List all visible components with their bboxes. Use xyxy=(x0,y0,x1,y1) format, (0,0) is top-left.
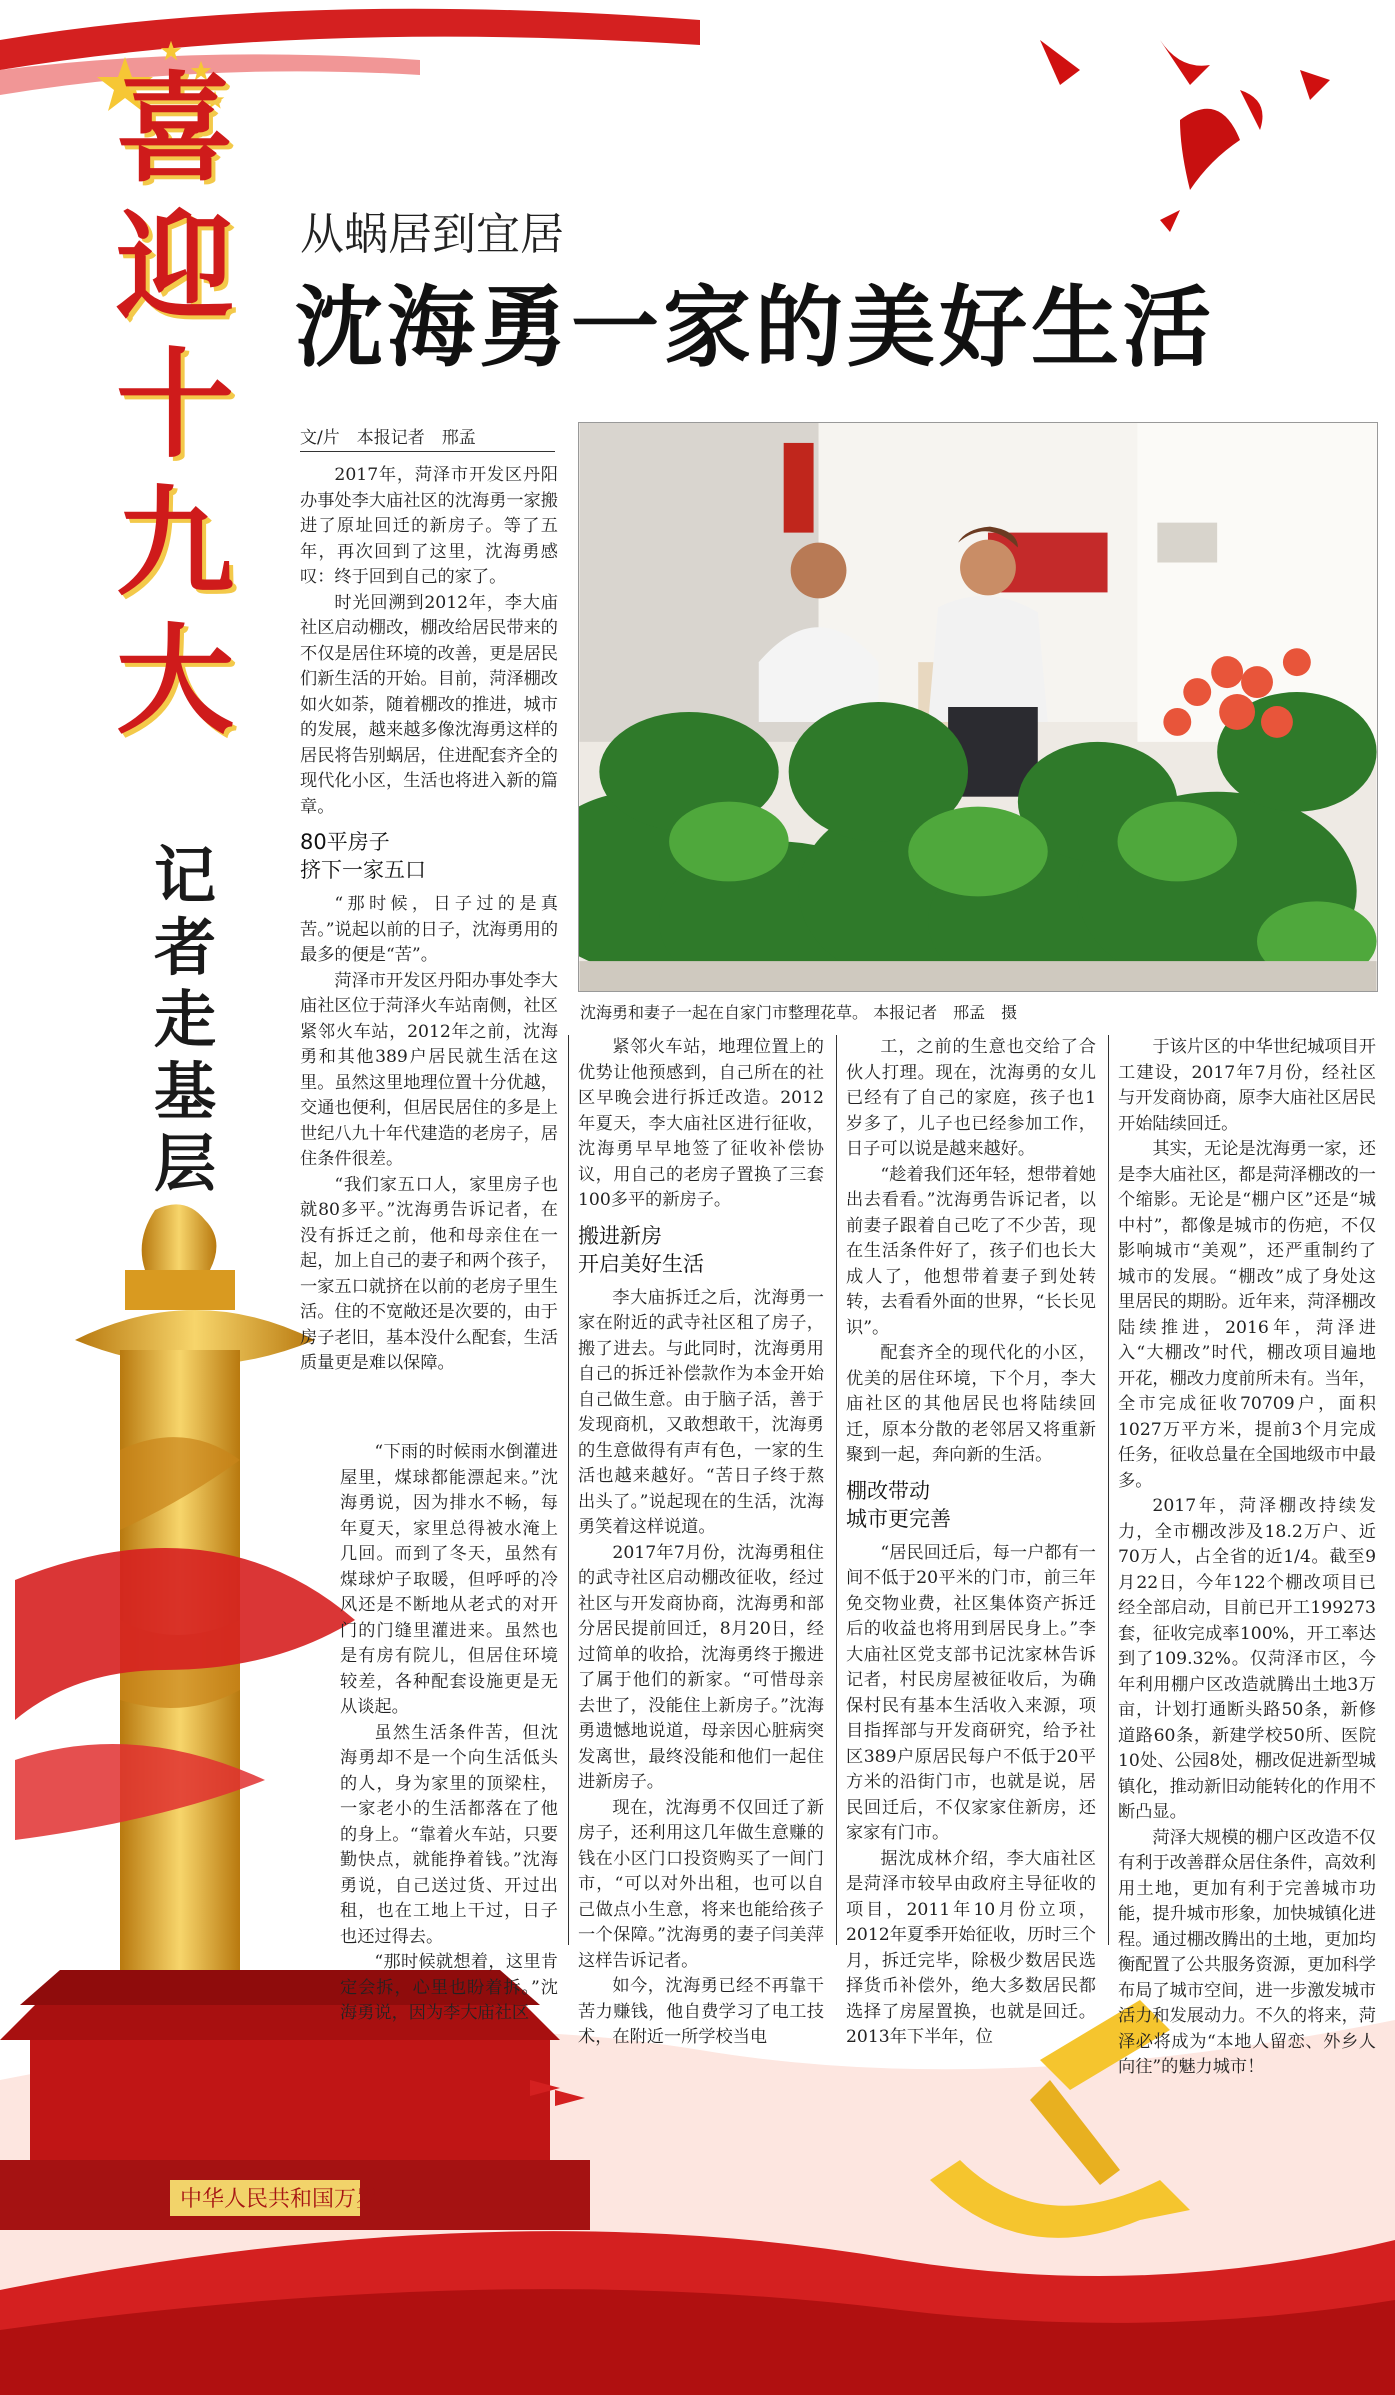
paragraph: 时光回溯到2012年，李大庙社区启动棚改，棚改给居民带来的不仅是居住环境的改善，更是居民们新生活的开始。目前，菏泽棚改如火如荼，随着棚改的推进，城市的发展，越来越多像沈海勇这样的居民将告别蜗居，住进配套齐全的现代化小区，生活也将进入新的篇章。 xyxy=(300,592,558,817)
section-heading xyxy=(846,1477,1096,1533)
paragraph: “那时候就想着，这里肯定会拆，心里也盼着拆。”沈海勇说，因为李大庙社区 xyxy=(340,1952,558,2023)
paragraph: 于该片区的中华世纪城项目开工建设，2017年7月份，经社区与开发商协商，原李大庙社区居民开始陆续回迁。 xyxy=(1118,1037,1376,1134)
column-name-char: 记 xyxy=(153,839,216,912)
article-column-4 xyxy=(1118,1035,1376,2081)
gate-slogan: 中华人民共和国万岁 xyxy=(180,2187,379,2212)
headline: 沈海勇一家的美好生活 xyxy=(295,276,1216,379)
section-heading-line: 开启美好生活 xyxy=(578,1251,704,1276)
banner-char: 喜 xyxy=(115,59,234,198)
article-column-2 xyxy=(578,1035,824,2051)
section-heading xyxy=(578,1222,824,1278)
column-name-char: 基 xyxy=(153,1055,216,1128)
column-name-char: 者 xyxy=(153,911,216,984)
photo-caption: 沈海勇和妻子一起在自家门市整理花草。 本报记者 邢孟 摄 xyxy=(580,1003,1018,1022)
banner-char: 迎 xyxy=(115,197,234,336)
byline: 文/片 本报记者 邢孟 xyxy=(300,423,555,452)
section-heading-line: 搬进新房 xyxy=(578,1223,662,1248)
paragraph: 2017年，菏泽市开发区丹阳办事处李大庙社区的沈海勇一家搬进了原址回迁的新房子。等了五年，再次回到了这里，沈海勇感叹：终于回到自己的家了。 xyxy=(300,465,558,587)
banner-char: 九 xyxy=(115,473,234,612)
column-banner xyxy=(95,60,255,750)
paragraph: 其实，无论是沈海勇一家，还是李大庙社区，都是菏泽棚改的一个缩影。无论是“棚户区”还是“城中村”，都像是城市的伤疤，不仅影响城市“美观”，还严重制约了城市的发展。“棚改”成了身处这里居民的期盼。近年来，菏泽棚改陆续推进，2016年，菏泽进入“大棚改”时代，棚改项目遍地开花，棚改力度前所未有。当年，全市完成征收70709户，面积1027万平方米，提前3个月完成任务，征收总量在全国地级市中最多。 xyxy=(1118,1139,1376,1491)
section-heading-line: 城市更完善 xyxy=(846,1506,951,1531)
paragraph: 紧邻火车站，地理位置上的优势让他预感到，自己所在的社区早晚会进行拆迁改造。2012年夏天，李大庙社区进行征收，沈海勇早早地签了征收补偿协议，用自己的老房子置换了三套100多平的新房子。 xyxy=(578,1037,824,1210)
paragraph: 虽然生活条件苦，但沈海勇却不是一个向生活低头的人，身为家里的顶梁柱，一家老小的生活都落在了他的身上。“靠着火车站，只要勤快点，就能挣着钱。”沈海勇说，自己送过货、开过出租，也在工地上干过，日子也还过得去。 xyxy=(340,1722,558,1947)
paragraph: 如今，沈海勇已经不再靠干苦力赚钱，他自费学习了电工技术，在附近一所学校当电 xyxy=(578,1976,824,2047)
column-name xyxy=(145,840,225,1200)
section-heading xyxy=(300,828,558,884)
column-name-char: 层 xyxy=(153,1127,216,1200)
paragraph: “趁着我们还年轻，想带着她出去看看。”沈海勇告诉记者，以前妻子跟着自己吃了不少苦，现在生活条件好了，孩子们也长大成人了，他想带着妻子到处转转，去看看外面的世界，“长长见识”。 xyxy=(846,1164,1096,1338)
article-column-1b xyxy=(340,1440,558,2027)
paragraph: 工，之前的生意也交给了合伙人打理。现在，沈海勇的女儿已经有了自己的家庭，孩子也1岁多了，儿子也已经参加工作，日子可以说是越来越好。 xyxy=(846,1037,1096,1159)
banner-char: 大 xyxy=(115,611,234,750)
section-heading-line: 挤下一家五口 xyxy=(300,858,426,882)
paragraph: “居民回迁后，每一户都有一间不低于20平米的门市，前三年免交物业费，社区集体资产拆迁后的收益也将用到居民身上。”李大庙社区党支部书记沈家林告诉记者，村民房屋被征收后，为确保村民有基本生活收入来源，项目指挥部与开发商研究，给予社区389户原居民每户不低于20平方米的沿街门市，也就是说，居民回迁后，不仅家家住新房，还家家有门市。 xyxy=(846,1542,1096,1843)
paragraph: 现在，沈海勇不仅回迁了新房子，还利用这几年做生意赚的钱在小区门口投资购买了一间门市，“可以对外出租，也可以自己做点小生意，将来也能给孩子一个保障。”沈海勇的妻子闫美萍这样告诉记者。 xyxy=(578,1797,824,1971)
paragraph: 2017年7月份，沈海勇租住的武寺社区启动棚改征收，经过社区与开发商协商，沈海勇和部分居民提前回迁，8月20日，经过简单的收拾，沈海勇终于搬进了属于他们的新家。“可惜母亲去世了，没能住上新房子。”沈海勇遗憾地说道，母亲因心脏病突发离世，最终没能和他们一起住进新房子。 xyxy=(578,1542,824,1792)
article-column-1a xyxy=(300,463,558,1377)
banner-char: 十 xyxy=(115,335,234,474)
paragraph: 据沈成林介绍，李大庙社区是菏泽市较早由政府主导征收的项目，2011年10月份立项，2012年夏季开始征收，历时三个月，拆迁完毕，除极少数居民选择货币补偿外，绝大多数居民都选择了房屋置换，也就是回迁。2013年下半年，位 xyxy=(846,1848,1096,2047)
paragraph: “那时候，日子过的是真苦。”说起以前的日子，沈海勇用的最多的便是“苦”。 xyxy=(300,894,559,965)
section-heading-line: 棚改带动 xyxy=(846,1478,930,1503)
flying-bird-icon xyxy=(1010,10,1390,240)
paragraph: 菏泽市开发区丹阳办事处李大庙社区位于菏泽火车站南侧，社区紧邻火车站，2012年之前，沈海勇和其他389户居民就生活在这里。虽然这里地理位置十分优越，交通也便利，但居民居住的多是上世纪八九十年代建造的老房子，居住条件很差。 xyxy=(300,970,558,1169)
column-divider xyxy=(568,1035,569,1945)
paragraph: 李大庙拆迁之后，沈海勇一家在附近的武寺社区租了房子，搬了进去。与此同时，沈海勇用自己的拆迁补偿款作为本金开始自己做生意。由于脑子活，善于发现商机，又敢想敢干，沈海勇的生意做得有声有色，一家的生活也越来越好。“苦日子终于熬出头了。”说起现在的生活，沈海勇笑着这样说道。 xyxy=(578,1287,824,1537)
section-heading-line: 80平房子 xyxy=(300,830,390,854)
column-divider xyxy=(1108,1035,1109,1945)
paragraph: 菏泽大规模的棚户区改造不仅有利于改善群众居住条件，高效利用土地，更加有利于完善城市功能，提升城市形象，加快城镇化进程。通过棚改腾出的土地，更加均衡配置了公共服务资源，更加科学布局了城市空间，进一步激发城市活力和发展动力。不久的将来，菏泽必将成为“本地人留恋、外乡人向往”的魅力城市！ xyxy=(1118,1827,1376,2077)
paragraph: 2017年，菏泽棚改持续发力，全市棚改涉及18.2万户、近70万人，占全省的近1/4。截至9月22日，今年122个棚改项目已经全部启动，目前已开工199273套，征收完成率100%，开工率达到了109.32%。仅菏泽市区，今年利用棚户区改造就腾出土地3万亩，计划打通断头路50条，新修道路60条，新建学校50所、医院10处、公园8处，棚改促进新型城镇化，推动新旧动能转化的作用不断凸显。 xyxy=(1118,1496,1376,1822)
paragraph: “下雨的时候雨水倒灌进屋里，煤球都能漂起来。”沈海勇说，因为排水不畅，每年夏天，家里总得被水淹上几回。而到了冬天，虽然有煤球炉子取暖，但呼呼的冷风还是不断地从老式的对开门的门缝里灌进来。虽然也是有房有院儿，但居住环境较差，各种配套设施更是无从谈起。 xyxy=(340,1442,558,1717)
paragraph: 配套齐全的现代化的小区，优美的居住环境，下个月，李大庙社区的其他居民也将陆续回迁，原本分散的老邻居又将重新聚到一起，奔向新的生活。 xyxy=(846,1343,1096,1465)
column-divider xyxy=(836,1035,837,1945)
subtitle: 从蜗居到宜居 xyxy=(300,209,564,260)
paragraph: “我们家五口人，家里房子也就80多平。”沈海勇告诉记者，在没有拆迁之前，他和母亲住在一起，加上自己的妻子和两个孩子，一家五口就挤在以前的老房子里生活。住的不宽敞还是次要的，由于房子老旧，基本没什么配套，生活质量更是难以保障。 xyxy=(300,1174,558,1373)
column-name-char: 走 xyxy=(153,983,216,1056)
article-column-3 xyxy=(846,1035,1096,2051)
news-photo xyxy=(578,422,1378,992)
